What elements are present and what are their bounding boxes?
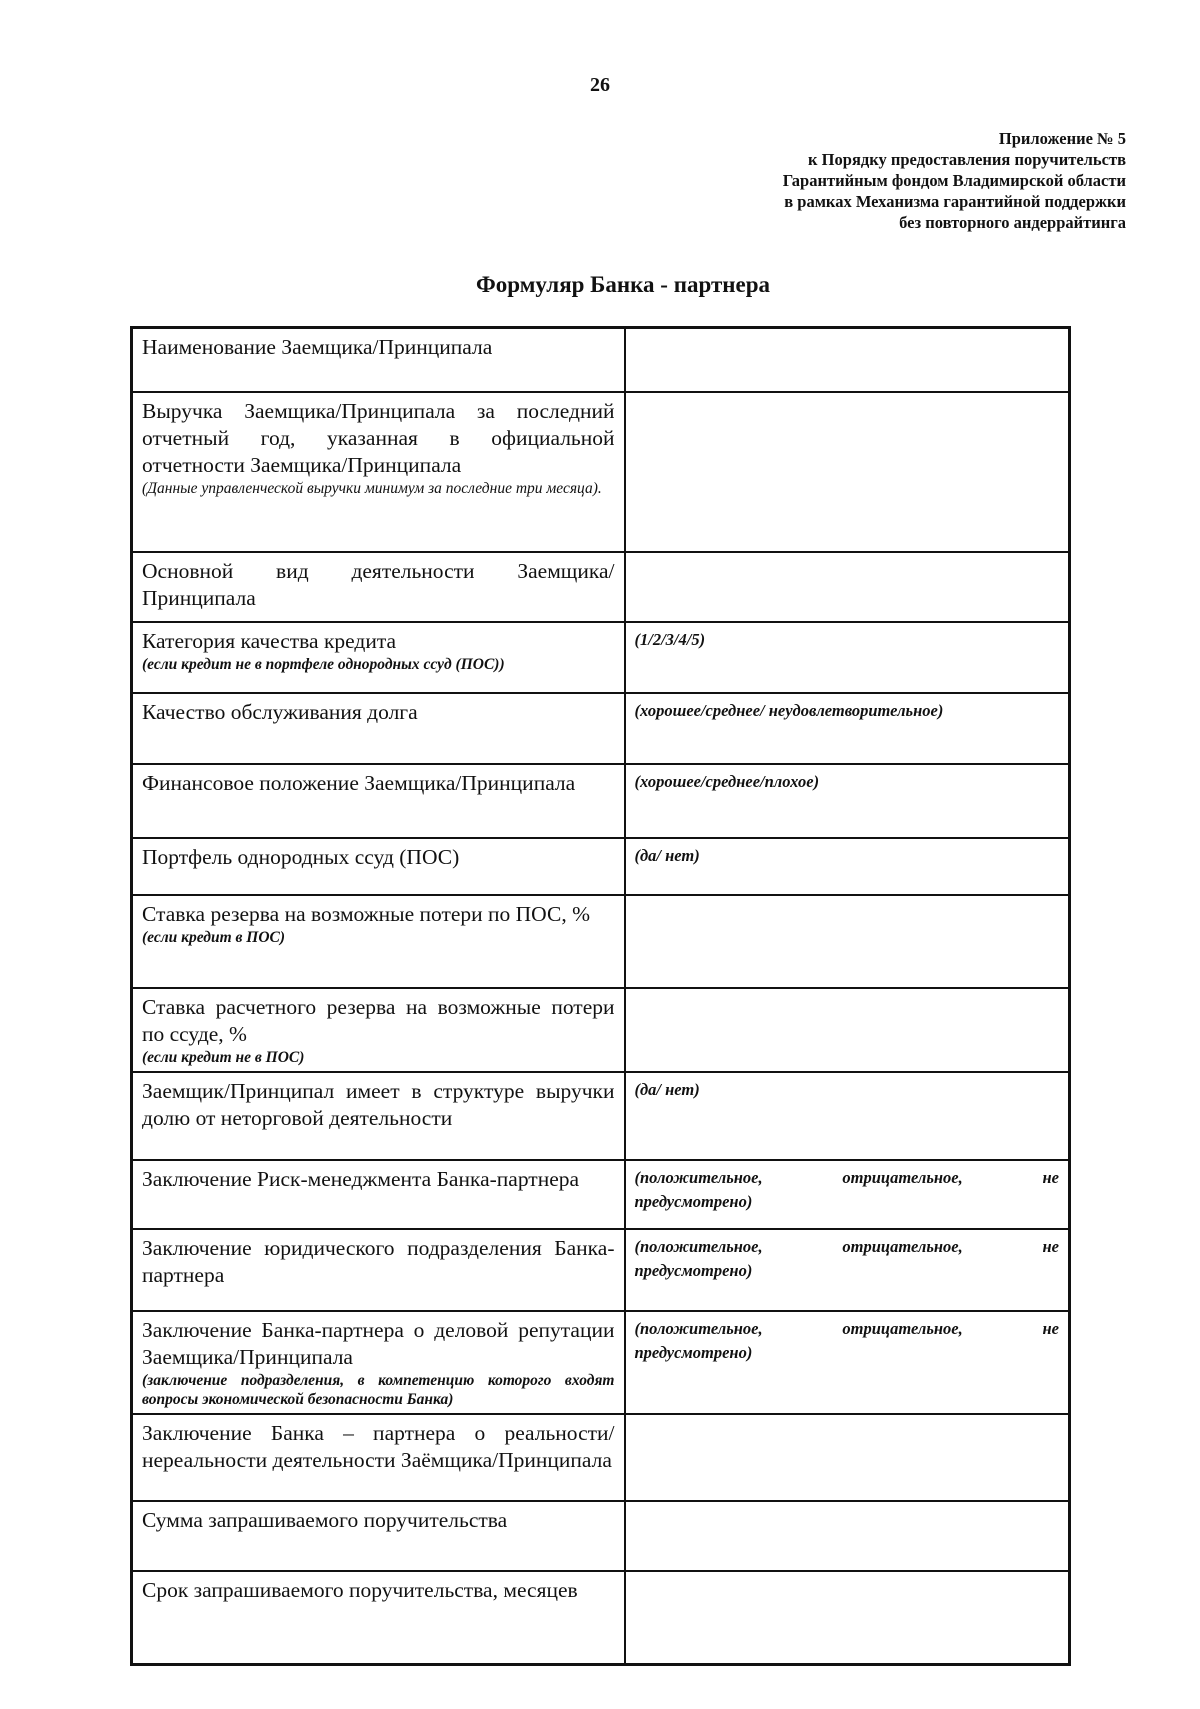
row-value-cell: [625, 1501, 1070, 1571]
row-label-cell: [132, 1160, 625, 1229]
table-row: [132, 838, 1070, 895]
row-value-cell: [625, 693, 1070, 764]
row-label: Выручка Заемщика/Принципала за последний отчетный год, указанная в официальной отчетности Заемщика/Принципала: [142, 398, 615, 477]
row-label-cell: [132, 1311, 625, 1414]
row-value-cell: [625, 392, 1070, 552]
value-line: [635, 1235, 1060, 1259]
row-value: (хорошее/среднее/ неудовлетворительное): [634, 700, 944, 720]
row-label-cell: [132, 764, 625, 838]
row-note: (Данные управленческой выручки минимум за последние три месяца).: [142, 479, 602, 497]
appendix-line: Гарантийным фондом Владимирской области: [782, 171, 1126, 190]
row-label: Ставка резерва на возможные потери по ПОС, %: [142, 901, 590, 926]
value-word: не: [1042, 1318, 1059, 1338]
row-label-cell: [132, 392, 625, 552]
row-label: Заключение Риск-менеджмента Банка-партнера: [142, 1166, 580, 1191]
table-row: [132, 1571, 1070, 1665]
row-label-cell: [132, 1571, 625, 1665]
appendix-header: [526, 128, 1126, 233]
row-value: (хорошее/среднее/плохое): [634, 771, 820, 791]
table-row: [132, 693, 1070, 764]
value-word: предусмотрено): [634, 1191, 753, 1211]
row-label-cell: [132, 838, 625, 895]
table-row: [132, 1229, 1070, 1311]
row-value-cell: [625, 1311, 1070, 1414]
row-value-cell: [625, 838, 1070, 895]
row-note: (если кредит в ПОС): [142, 928, 286, 946]
document-title: Формуляр Банка - партнера: [476, 272, 770, 297]
table-row: [132, 552, 1070, 622]
row-label-cell: [132, 1501, 625, 1571]
value-word: (положительное,: [634, 1236, 763, 1256]
table-row: [132, 392, 1070, 552]
appendix-line: без повторного андеррайтинга: [899, 213, 1126, 232]
table-row: [132, 328, 1070, 392]
row-label: Финансовое положение Заемщика/Принципала: [142, 770, 576, 795]
row-label-cell: [132, 1229, 625, 1311]
row-value-cell: [625, 895, 1070, 988]
row-note: (заключение подразделения, в компетенцию которого входят вопросы экономической безопасности Банка): [142, 1371, 615, 1408]
row-label: Срок запрашиваемого поручительства, месяцев: [142, 1577, 578, 1602]
row-label-cell: [132, 552, 625, 622]
value-line: [635, 1166, 1060, 1190]
row-label: Заемщик/Принципал имеет в структуре выручки долю от неторговой деятельности: [142, 1078, 615, 1130]
table-row: [132, 622, 1070, 693]
value-word: отрицательное,: [842, 1167, 963, 1187]
row-label: Основной вид деятельности Заемщика/Принципала: [142, 558, 615, 610]
table-row: [132, 1072, 1070, 1160]
value-line: [635, 1317, 1060, 1341]
value-word: предусмотрено): [634, 1342, 753, 1362]
row-value-cell: [625, 1229, 1070, 1311]
row-value: (1/2/3/4/5): [634, 629, 706, 649]
row-label: Заключение юридического подразделения Банка-партнера: [142, 1235, 615, 1287]
row-label-cell: [132, 693, 625, 764]
row-label-cell: [132, 622, 625, 693]
row-label: Заключение Банка-партнера о деловой репутации Заемщика/Принципала: [142, 1317, 615, 1369]
row-note: (если кредит не в портфеле однородных ссуд (ПОС)): [142, 655, 505, 673]
value-word: отрицательное,: [842, 1236, 963, 1256]
row-label: Ставка расчетного резерва на возможные потери по ссуде, %: [142, 994, 615, 1046]
row-value-cell: [625, 552, 1070, 622]
page-number: 26: [590, 74, 610, 96]
value-word: отрицательное,: [842, 1318, 963, 1338]
row-value-cell: [625, 1160, 1070, 1229]
table-row: [132, 1160, 1070, 1229]
bank-partner-form-table: [130, 326, 1071, 1666]
table-row: [132, 1414, 1070, 1501]
table-row: [132, 764, 1070, 838]
row-label: Сумма запрашиваемого поручительства: [142, 1507, 508, 1532]
row-label-cell: [132, 1414, 625, 1501]
row-label: Портфель однородных ссуд (ПОС): [142, 844, 460, 869]
row-label: Категория качества кредита: [142, 628, 397, 653]
appendix-line: к Порядку предоставления поручительств: [808, 150, 1126, 169]
value-word: не: [1042, 1236, 1059, 1256]
row-value: (да/ нет): [634, 845, 700, 865]
table-row: [132, 895, 1070, 988]
row-value-cell: [625, 1571, 1070, 1665]
value-word: предусмотрено): [634, 1260, 753, 1280]
row-label-cell: [132, 895, 625, 988]
value-word: (положительное,: [634, 1318, 763, 1338]
row-value-cell: [625, 1414, 1070, 1501]
table-row: [132, 988, 1070, 1072]
row-label-cell: [132, 1072, 625, 1160]
row-value-cell: [625, 988, 1070, 1072]
row-value-cell: [625, 622, 1070, 693]
row-value-cell: [625, 764, 1070, 838]
table-row: [132, 1501, 1070, 1571]
row-label: Заключение Банка – партнера о реальности/нереальности деятельности Заёмщика/Принципала: [142, 1420, 615, 1472]
row-label: Качество обслуживания долга: [142, 699, 418, 724]
row-value-cell: [625, 328, 1070, 392]
value-word: (положительное,: [634, 1167, 763, 1187]
appendix-line: Приложение № 5: [998, 129, 1126, 148]
row-value-cell: [625, 1072, 1070, 1160]
appendix-line: в рамках Механизма гарантийной поддержки: [784, 192, 1126, 211]
row-label-cell: [132, 988, 625, 1072]
value-word: не: [1042, 1167, 1059, 1187]
row-label: Наименование Заемщика/Принципала: [142, 335, 493, 359]
row-note: (если кредит не в ПОС): [142, 1048, 305, 1066]
table-row: [132, 1311, 1070, 1414]
row-value: (да/ нет): [634, 1079, 700, 1099]
row-label-cell: [132, 328, 625, 392]
